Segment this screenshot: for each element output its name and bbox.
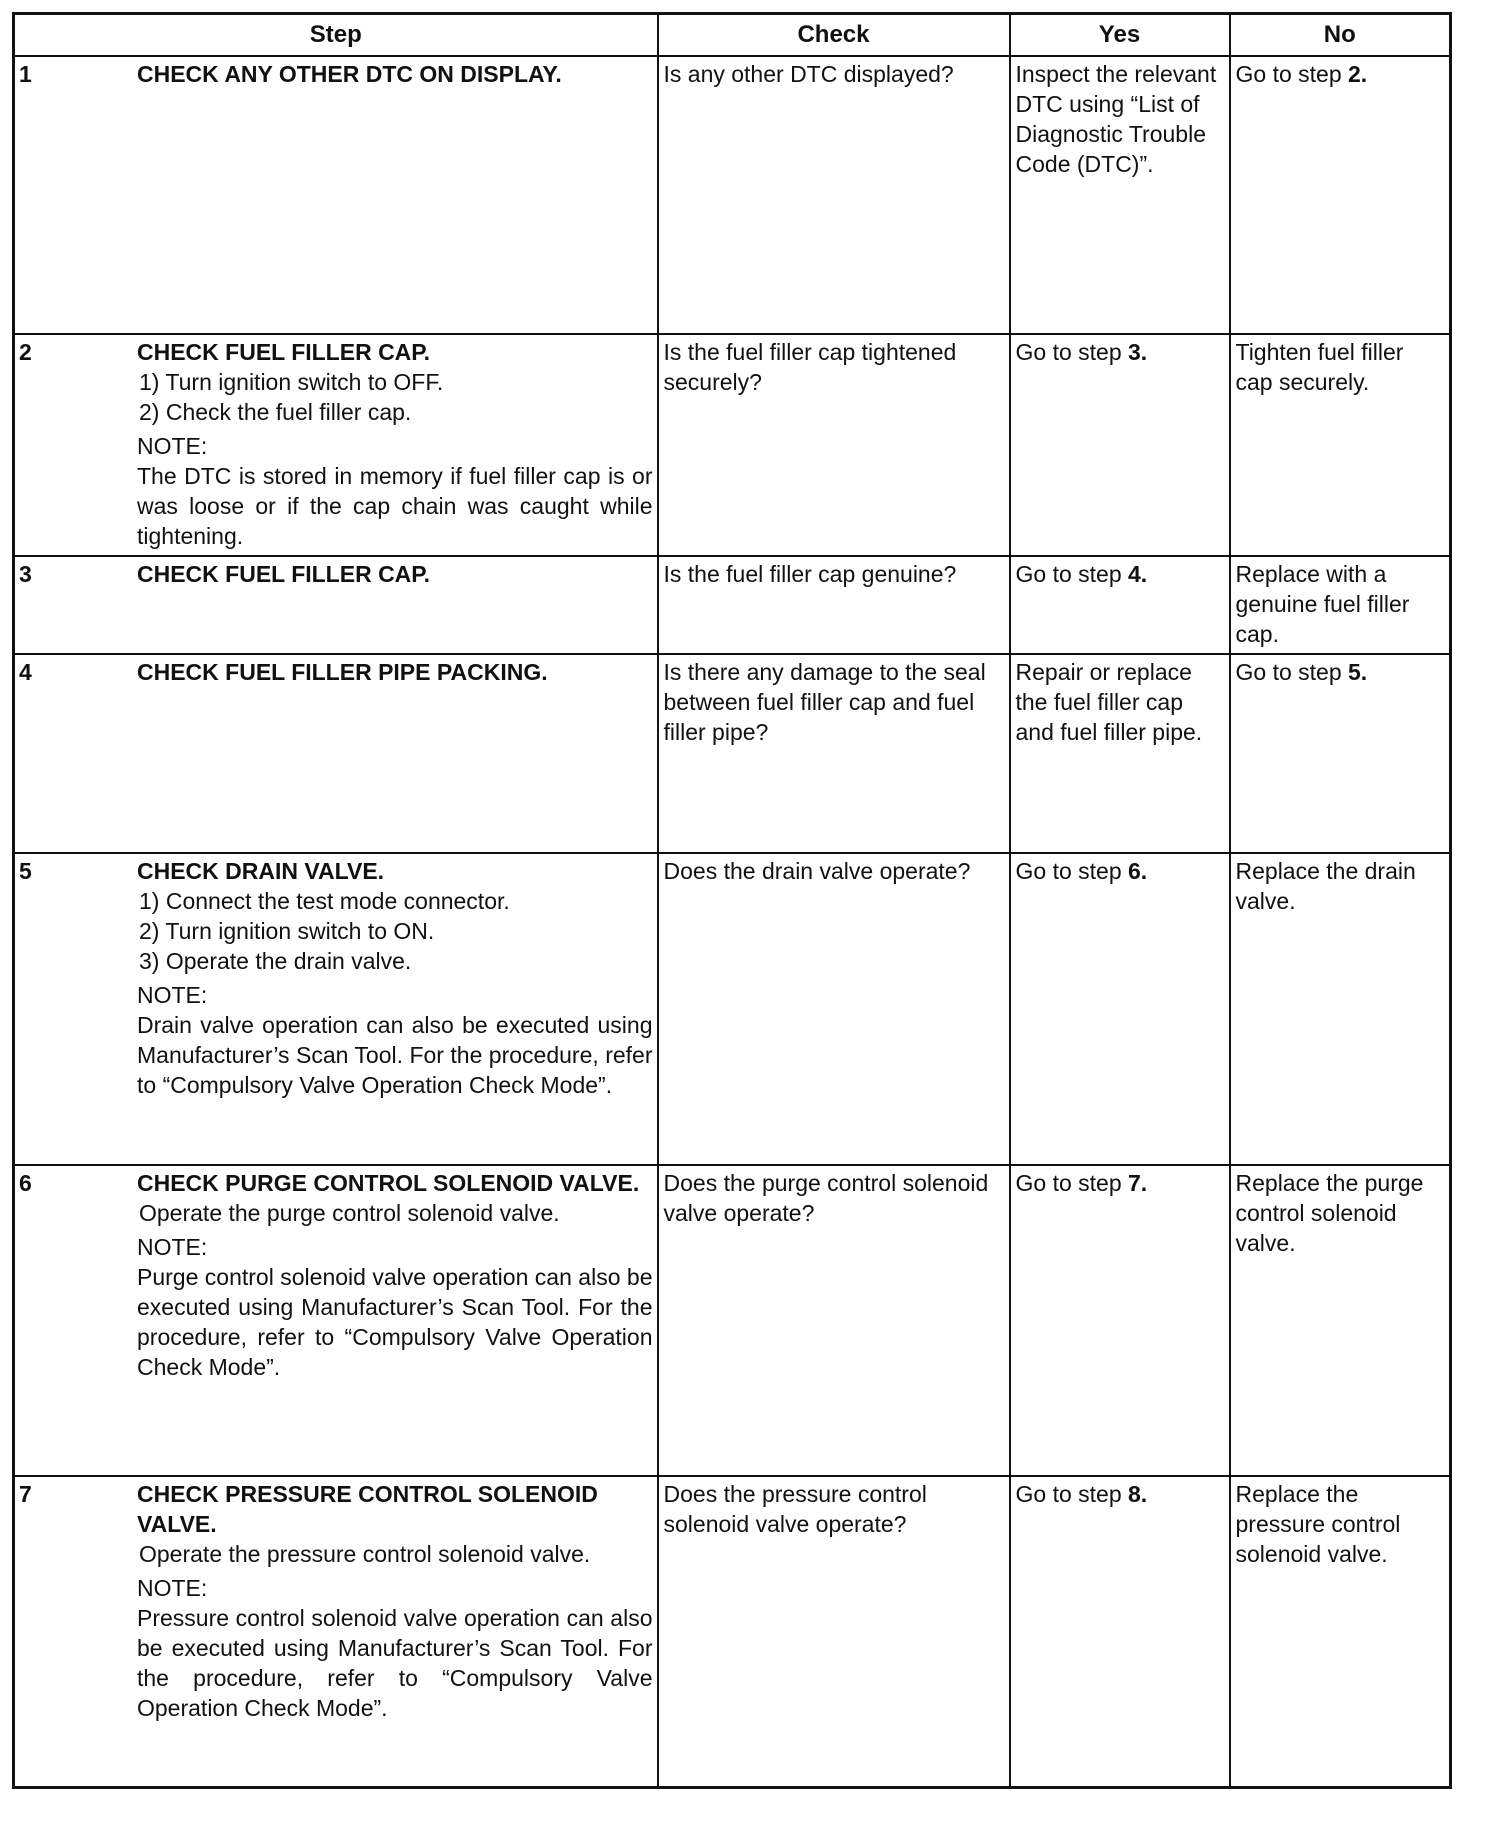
step-number: 2 — [19, 339, 32, 365]
step-title: CHECK FUEL FILLER CAP. — [137, 561, 431, 587]
no-action — [1231, 57, 1450, 93]
step-instruction: 3) Operate the drain valve. — [139, 948, 412, 974]
step-instruction: 1) Turn ignition switch to OFF. — [139, 369, 444, 395]
step-cell-container — [14, 56, 658, 334]
yes-step-ref: 4. — [1128, 561, 1148, 587]
check-question: Does the drain valve operate? — [663, 858, 971, 884]
table-row — [14, 1476, 1451, 1787]
step-cell — [15, 854, 657, 1104]
no-action — [1231, 335, 1450, 401]
no-cell — [1230, 1165, 1451, 1476]
step-title: CHECK FUEL FILLER PIPE PACKING. — [137, 659, 548, 685]
no-text: Go to step — [1235, 61, 1342, 87]
check-question: Does the purge control solenoid valve operate? — [663, 1170, 989, 1226]
yes-action — [1011, 655, 1229, 751]
no-cell — [1230, 1476, 1451, 1787]
step-number: 4 — [19, 659, 32, 685]
step-cell-container — [14, 1165, 658, 1476]
step-cell-container — [14, 654, 658, 853]
step-instruction: 2) Turn ignition switch to ON. — [139, 918, 435, 944]
step-title: CHECK PURGE CONTROL SOLENOID VALVE. — [137, 1170, 640, 1196]
no-cell — [1230, 56, 1451, 334]
header-yes: Yes — [1010, 14, 1230, 57]
yes-step-ref: 3. — [1128, 339, 1148, 365]
yes-step-ref: 8. — [1128, 1481, 1148, 1507]
step-number: 7 — [19, 1481, 32, 1507]
note-text: The DTC is stored in memory if fuel filler cap is or was loose or if the cap chain was caught while tightening. — [137, 463, 653, 549]
header-no: No — [1230, 14, 1451, 57]
step-title: CHECK PRESSURE CONTROL SOLENOID VALVE. — [137, 1481, 598, 1537]
check-question: Does the pressure control solenoid valve operate? — [663, 1481, 927, 1537]
step-instruction: 2) Check the fuel filler cap. — [139, 399, 412, 425]
no-cell — [1230, 334, 1451, 556]
no-cell — [1230, 654, 1451, 853]
yes-cell — [1010, 334, 1230, 556]
yes-action — [1011, 557, 1229, 593]
note-text: Pressure control solenoid valve operation can also be executed using Manufacturer’s Scan Tool. For the procedure, refer to “Compulsory Valve Operation Check Mode”. — [137, 1605, 653, 1721]
yes-action — [1011, 854, 1229, 890]
no-text: Replace with a genuine fuel filler cap. — [1235, 561, 1410, 647]
yes-text: Inspect the relevant DTC using “List of Diagnostic Trouble Code (DTC)”. — [1015, 61, 1217, 177]
yes-text: Go to step — [1015, 858, 1122, 884]
note-label: NOTE: — [137, 433, 208, 459]
step-content — [137, 335, 657, 555]
check-question: Is the fuel filler cap genuine? — [663, 561, 957, 587]
yes-cell — [1010, 853, 1230, 1165]
step-cell — [15, 655, 657, 691]
step-title: CHECK DRAIN VALVE. — [137, 858, 385, 884]
note-label: NOTE: — [137, 982, 208, 1008]
check-cell — [658, 1476, 1010, 1787]
step-title: CHECK FUEL FILLER CAP. — [137, 339, 431, 365]
table-row — [14, 853, 1451, 1165]
no-text: Go to step — [1235, 659, 1342, 685]
step-cell — [15, 557, 657, 593]
yes-action — [1011, 1477, 1229, 1513]
note-text: Purge control solenoid valve operation can also be executed using Manufacturer’s Scan Tool. For the procedure, refer to “Compulsory Valve Operation Check Mode”. — [137, 1264, 653, 1380]
yes-step-ref: 7. — [1128, 1170, 1148, 1196]
step-content — [137, 1477, 657, 1727]
table-row — [14, 1165, 1451, 1476]
step-instruction: Operate the pressure control solenoid valve. — [139, 1541, 591, 1567]
check-cell — [658, 654, 1010, 853]
table-row — [14, 56, 1451, 334]
step-title: CHECK ANY OTHER DTC ON DISPLAY. — [137, 61, 562, 87]
yes-text: Go to step — [1015, 561, 1122, 587]
no-text: Replace the drain valve. — [1235, 858, 1416, 914]
yes-action — [1011, 335, 1229, 371]
table-row — [14, 334, 1451, 556]
no-step-ref: 2. — [1348, 61, 1368, 87]
check-cell — [658, 334, 1010, 556]
yes-text: Go to step — [1015, 339, 1122, 365]
header-step: Step — [14, 14, 658, 57]
no-action — [1231, 655, 1450, 691]
check-question: Is the fuel filler cap tightened securely? — [663, 339, 957, 395]
yes-step-ref: 6. — [1128, 858, 1148, 884]
yes-action — [1011, 1166, 1229, 1202]
step-number: 5 — [19, 858, 32, 884]
no-cell — [1230, 556, 1451, 654]
step-cell — [15, 335, 657, 555]
no-text: Replace the purge control solenoid valve. — [1235, 1170, 1424, 1256]
no-action — [1231, 1166, 1450, 1262]
table-body — [14, 56, 1451, 1787]
step-cell — [15, 57, 657, 93]
no-cell — [1230, 853, 1451, 1165]
yes-cell — [1010, 556, 1230, 654]
yes-cell — [1010, 654, 1230, 853]
step-instruction: Operate the purge control solenoid valve. — [139, 1200, 560, 1226]
check-question: Is any other DTC displayed? — [663, 61, 954, 87]
yes-cell — [1010, 1165, 1230, 1476]
check-cell — [658, 1165, 1010, 1476]
step-instruction: 1) Connect the test mode connector. — [139, 888, 510, 914]
check-cell — [658, 56, 1010, 334]
step-content — [137, 854, 657, 1104]
step-number: 3 — [19, 561, 32, 587]
step-content — [137, 655, 657, 691]
header-check: Check — [658, 14, 1010, 57]
step-content — [137, 57, 657, 93]
step-cell-container — [14, 556, 658, 654]
yes-cell — [1010, 1476, 1230, 1787]
step-content — [137, 557, 657, 593]
no-action — [1231, 854, 1450, 920]
no-text: Replace the pressure control solenoid valve. — [1235, 1481, 1401, 1567]
step-content — [137, 1166, 657, 1386]
check-question: Is there any damage to the seal between fuel filler cap and fuel filler pipe? — [663, 659, 986, 745]
yes-action — [1011, 57, 1229, 183]
step-cell-container — [14, 1476, 658, 1787]
check-cell — [658, 556, 1010, 654]
no-step-ref: 5. — [1348, 659, 1368, 685]
step-number: 6 — [19, 1170, 32, 1196]
no-text: Tighten fuel filler cap securely. — [1235, 339, 1404, 395]
step-cell — [15, 1166, 657, 1386]
note-label: NOTE: — [137, 1575, 208, 1601]
step-cell-container — [14, 334, 658, 556]
table-row — [14, 654, 1451, 853]
yes-text: Go to step — [1015, 1170, 1122, 1196]
step-cell-container — [14, 853, 658, 1165]
diagnostic-table — [12, 12, 1452, 1789]
table-row — [14, 556, 1451, 654]
yes-text: Repair or replace the fuel filler cap and fuel filler pipe. — [1015, 659, 1203, 745]
note-label: NOTE: — [137, 1234, 208, 1260]
step-cell — [15, 1477, 657, 1727]
no-action — [1231, 1477, 1450, 1573]
yes-cell — [1010, 56, 1230, 334]
check-cell — [658, 853, 1010, 1165]
yes-text: Go to step — [1015, 1481, 1122, 1507]
no-action — [1231, 557, 1450, 653]
step-number: 1 — [19, 61, 32, 87]
note-text: Drain valve operation can also be executed using Manufacturer’s Scan Tool. For the procedure, refer to “Compulsory Valve Operation Check Mode”. — [137, 1012, 653, 1098]
header-row — [14, 14, 1451, 57]
